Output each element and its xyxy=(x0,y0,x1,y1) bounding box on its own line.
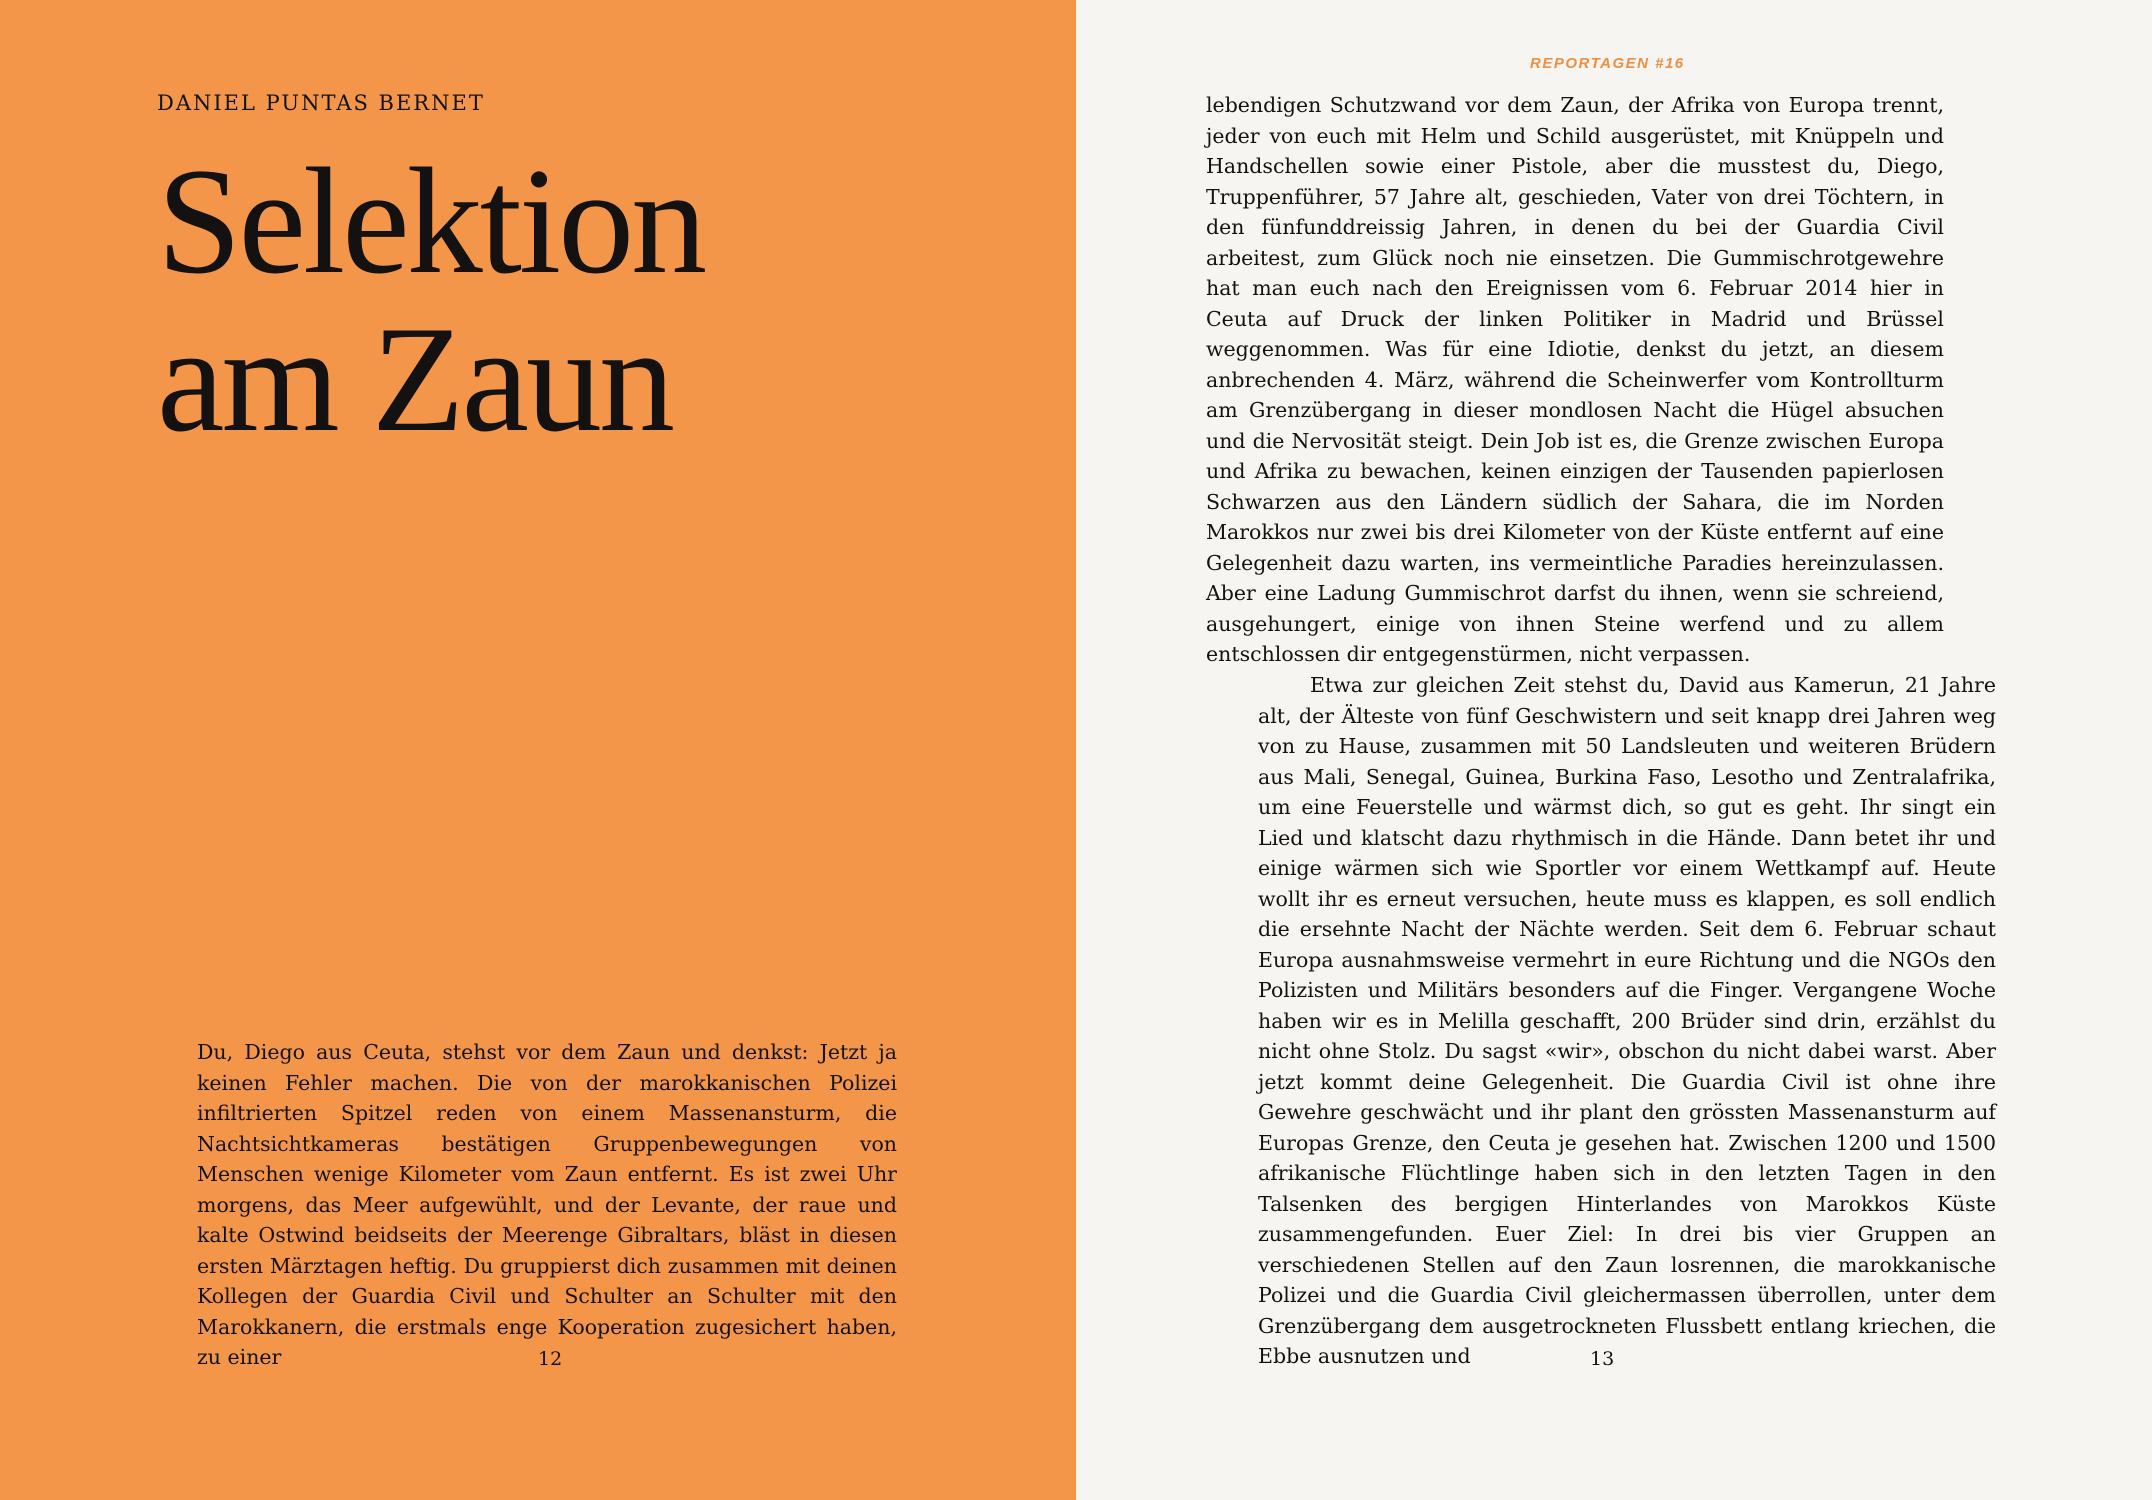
title-line-2: am Zaun xyxy=(157,295,673,463)
intro-paragraph: Du, Diego aus Ceuta, stehst vor dem Zaun und denkst: Jetzt ja keinen Fehler machen. Die von der marokkanischen Polizei infiltrierten Spitzel reden von einem Massenansturm, die Nachtsichtkameras bestätigen Gruppenbewegungen von Menschen wenige Kilometer vom Zaun entfernt. Es ist zwei Uhr morgens, das Meer aufgewühlt, und der Levante, der raue und kalte Ostwind beidseits der Meerenge Gibraltars, bläst in diesen ersten Märztagen heftig. Du gruppierst dich zusammen mit deinen Kollegen der Guardia Civil und Schulter an Schulter mit den Marokkanern, die erstmals enge Kooperation zugesichert haben, zu einer xyxy=(197,1040,897,1369)
running-head: REPORTAGEN #16 xyxy=(1530,55,1685,72)
page-number-left: 12 xyxy=(538,1348,563,1370)
body-paragraph-2: Etwa zur gleichen Zeit stehst du, David aus Kamerun, 21 Jahre alt, der Älteste von fünf Geschwistern und seit knapp drei Jahren weg von zu Hause, zusammen mit 50 Landsleuten und weiteren Brüdern aus Mali, Senegal, Guinea, Burkina Faso, Lesotho und Zentralafrika, um eine Feuerstelle und wärmst dich, so gut es geht. Ihr singt ein Lied und klatscht dazu rhythmisch in die Hände. Dann betet ihr und einige wärmen sich wie Sportler vor einem Wettkampf auf. Heute wollt ihr es erneut versuchen, heute muss es klappen, es soll endlich die ersehnte Nacht der Nächte werden. Seit dem 6. Februar schaut Europa ausnahmsweise vermehrt in eure Richtung und die NGOs den Polizisten und Militärs besonders auf die Finger. Vergangene Woche haben wir es in Melilla geschafft, 200 Brüder sind drin, erzählst du nicht ohne Stolz. Du sagst «wir», obschon du nicht dabei warst. Aber jetzt kommt deine Gelegenheit. Die Guardia Civil ist ohne ihre Gewehre geschwächt und ihr plant den grössten Massenansturm auf Europas Grenze, den Ceuta je gesehen hat. Zwischen 1200 und 1500 afrikanische Flüchtlinge haben sich in den letzten Tagen in den Talsenken des bergigen Hinterlandes von Marokkos Küste zusammengefunden. Euer Ziel: In drei bis vier Gruppen an verschiedenen Stellen auf den Zaun losrennen, die marokkanische Polizei und die Guardia Civil gleichermassen überrollen, unter dem Grenzübergang dem ausgetrockneten Flussbett entlang kriechen, die Ebbe ausnutzen und xyxy=(1258,673,1996,1368)
body-paragraph-1: lebendigen Schutzwand vor dem Zaun, der Afrika von Europa trennt, jeder von euch mit Helm und Schild ausgerüstet, mit Knüppeln und Handschellen sowie einer Pistole, aber die musstest du, Diego, Truppenführer, 57 Jahre alt, geschieden, Vater von drei Töchtern, in den fünfunddreissig Jahren, in denen du bei der Guardia Civil arbeitest, zum Glück noch nie einsetzen. Die Gummischrotgewehre hat man euch nach den Ereignissen vom 6. Februar 2014 hier in Ceuta auf Druck der linken Politiker in Madrid und Brüssel weggenommen. Was für eine Idiotie, denkst du jetzt, an diesem anbrechenden 4. März, während die Scheinwerfer vom Kontrollturm am Grenzübergang in dieser mondlosen Nacht die Hügel absuchen und die Nervosität steigt. Dein Job ist es, die Grenze zwischen Europa und Afrika zu bewachen, keinen einzigen der Tausenden papierlosen Schwarzen aus den Ländern südlich der Sahara, die im Norden Marokkos nur zwei bis drei Kilometer von der Küste entfernt auf eine Gelegenheit dazu warten, ins vermeintliche Paradies hereinzulassen. Aber eine Ladung Gummischrot darfst du ihnen, wenn sie schreiend, ausgehungert, einige von ihnen Steine werfend und zu allem entschlossen dir entgegenstürmen, nicht verpassen. xyxy=(1206,93,1944,666)
author-name: DANIEL PUNTAS BERNET xyxy=(157,91,485,115)
article-title xyxy=(157,137,705,463)
right-page xyxy=(1076,0,2152,1500)
title-line-1: Selektion xyxy=(157,137,705,305)
page-number-right: 13 xyxy=(1590,1348,1615,1370)
